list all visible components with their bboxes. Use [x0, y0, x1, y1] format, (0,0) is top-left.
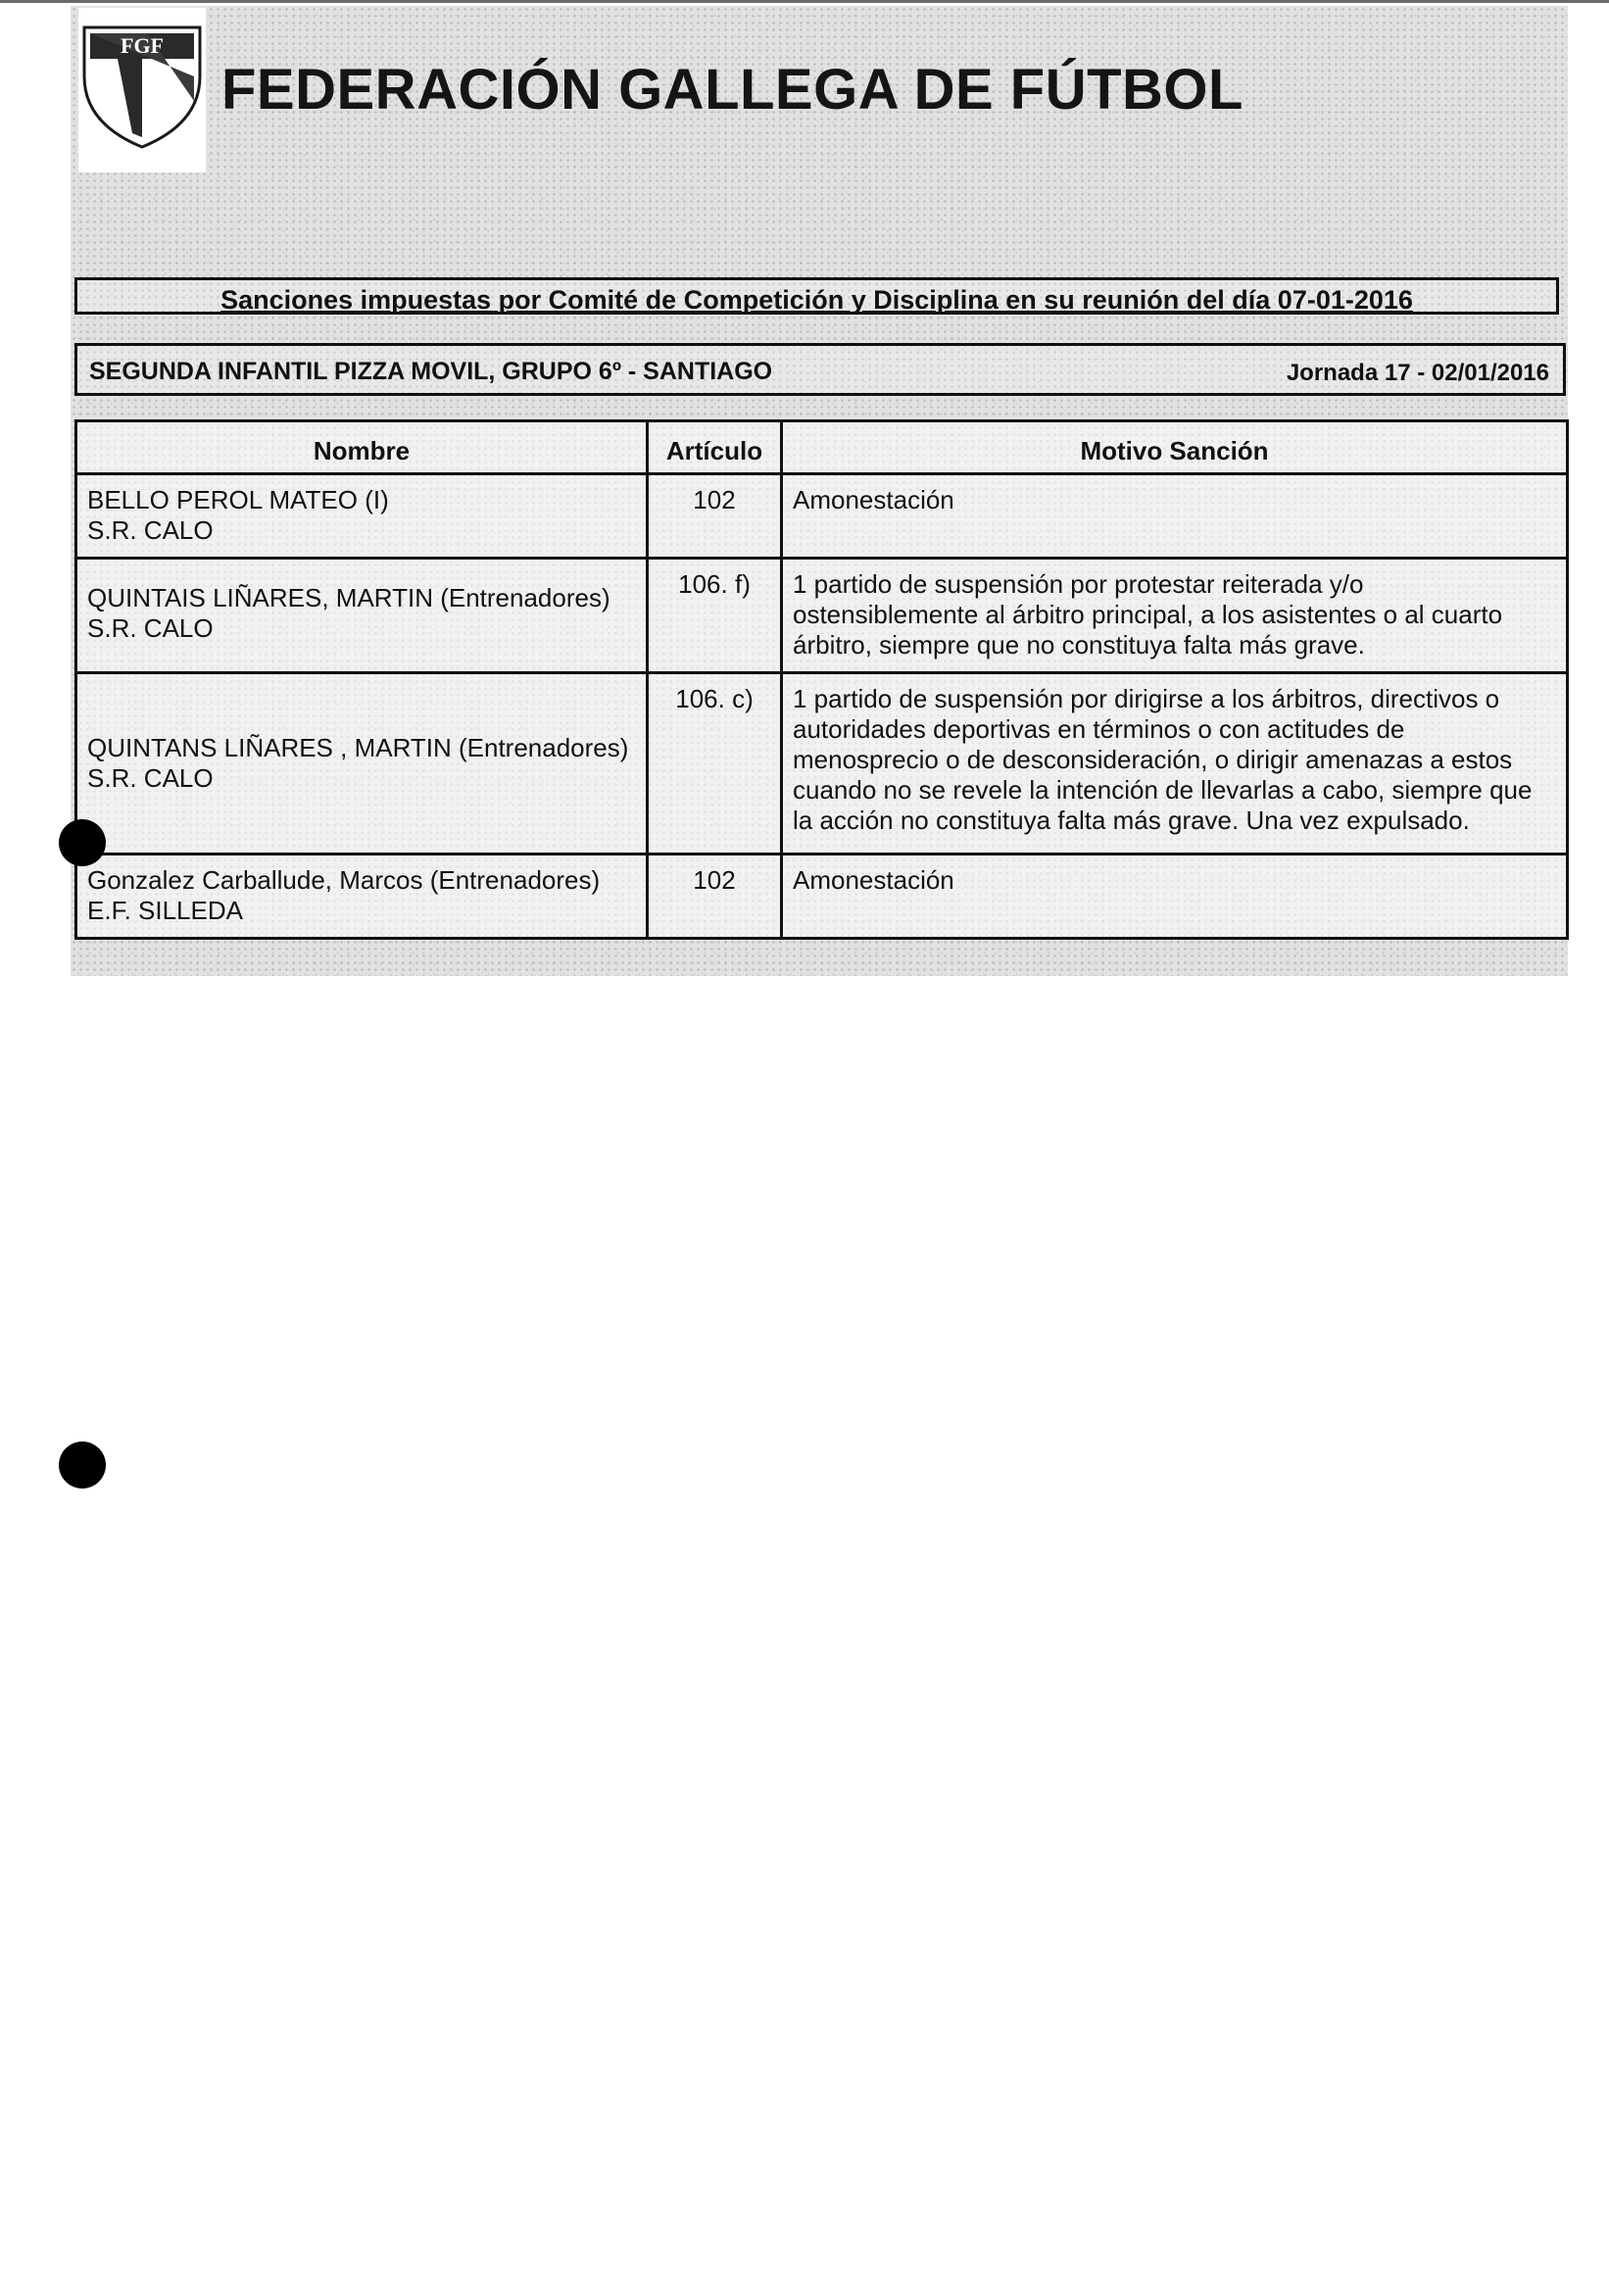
club-name: S.R. CALO [87, 515, 214, 545]
sanctioned-name: Gonzalez Carballude, Marcos (Entrenadores) [87, 865, 601, 895]
name-cell [76, 474, 648, 559]
table-header-row [76, 421, 1568, 474]
session-title-box [74, 277, 1559, 315]
article-cell: 106. f) [648, 559, 782, 673]
club-name: E.F. SILLEDA [87, 896, 243, 925]
competition-bar [74, 343, 1566, 396]
sanctioned-name: BELLO PEROL MATEO (I) [87, 485, 389, 514]
name-cell [76, 855, 648, 939]
round-date: Jornada 17 - 02/01/2016 [1286, 360, 1549, 386]
reason-cell: Amonestación [782, 474, 1568, 559]
reason-cell: 1 partido de suspensión por dirigirse a los árbitros, directivos o autoridades deportivas en términos o con actitudes de menosprecio o de desconsideración, o dirigir amenazas a estos cuando no se revele la intención de llevarlas a cabo, siempre que la acción no constituya falta más grave. Una vez expulsado. [782, 673, 1568, 855]
article-cell: 102 [648, 855, 782, 939]
sanctioned-name: QUINTANS LIÑARES , MARTIN (Entrenadores) [87, 733, 629, 762]
federation-title: FEDERACIÓN GALLEGA DE FÚTBOL [221, 58, 1243, 122]
table-row [76, 474, 1568, 559]
top-scan-border [0, 0, 1609, 3]
column-header-name: Nombre [76, 421, 648, 474]
federation-logo [78, 8, 206, 172]
club-name: S.R. CALO [87, 763, 214, 793]
session-title: Sanciones impuestas por Comité de Competición y Disciplina en su reunión del día 07-01-2016 [220, 285, 1413, 315]
table-row [76, 855, 1568, 939]
article-cell: 102 [648, 474, 782, 559]
sanctions-table [74, 419, 1569, 940]
club-name: S.R. CALO [87, 613, 214, 643]
column-header-article: Artículo [648, 421, 782, 474]
table-row [76, 673, 1568, 855]
competition-group: SEGUNDA INFANTIL PIZZA MOVIL, GRUPO 6º - SANTIAGO [89, 358, 773, 385]
punch-hole-upper [59, 819, 106, 866]
reason-cell: 1 partido de suspensión por protestar reiterada y/o ostensiblemente al árbitro principal, a los asistentes o al cuarto árbitro, siempre que no constituya falta más grave. [782, 559, 1568, 673]
sanctioned-name: QUINTAIS LIÑARES, MARTIN (Entrenadores) [87, 583, 610, 612]
reason-cell: Amonestación [782, 855, 1568, 939]
svg-text:FGF: FGF [121, 33, 164, 58]
name-cell [76, 559, 648, 673]
column-header-reason: Motivo Sanción [782, 421, 1568, 474]
name-cell [76, 673, 648, 855]
table-row [76, 559, 1568, 673]
punch-hole-lower [59, 1441, 106, 1489]
article-cell: 106. c) [648, 673, 782, 855]
